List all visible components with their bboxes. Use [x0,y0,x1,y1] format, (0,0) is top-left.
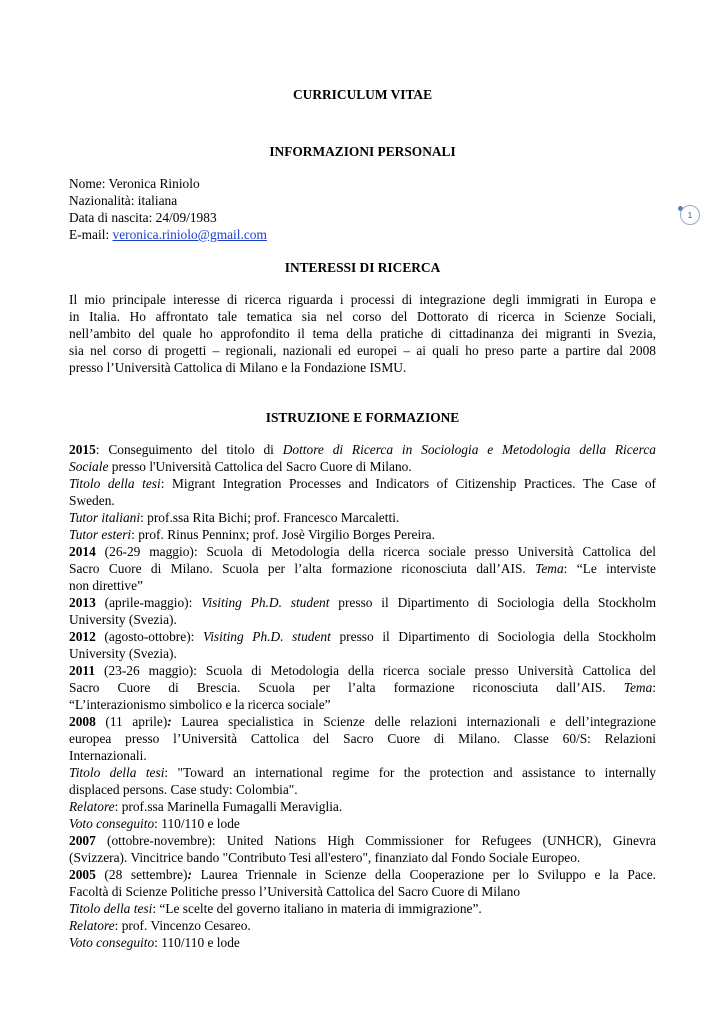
document-title: CURRICULUM VITAE [293,87,432,102]
voto-line [69,815,656,832]
entry-text: : “Le interviste [563,561,656,576]
entry-year: 2015 [69,442,96,457]
entry-text: presso il Dipartimento di Sociologia della Stockholm [330,629,657,644]
entry-2007-line [69,832,656,849]
entry-text: (ottobre-novembre): United Nations High Commissioner for Refugees (UNHCR), Ginevra [95,833,656,848]
entry-2013-line [69,594,656,611]
tutor-label: Tutor esteri [69,527,132,542]
thesis-text: : "Toward an international regime for the protection and assistance to internally [164,765,656,780]
thesis-line: Sweden. [69,493,115,508]
tutor-label: Tutor italiani [69,510,141,525]
research-line: presso l’Università Cattolica di Milano e la Fondazione ISMU. [69,360,407,375]
personal-info-heading: INFORMAZIONI PERSONALI [269,144,456,159]
voto-label: Voto conseguito [69,816,155,831]
cv-content [69,86,656,951]
voto-line [69,934,656,951]
entry-colon: : [187,867,192,882]
entry-2008-line: europea presso l’Università Cattolica del Sacro Cuore di Milano. Classe 60/S: Relazioni [69,731,656,746]
entry-text: (23-26 maggio): Scuola di Metodologia della ricerca sociale presso Università Cattolica del [95,663,656,678]
entry-text: : Conseguimento del titolo di [95,442,283,457]
entry-year: 2012 [69,629,96,644]
entry-text: (26-29 maggio): Scuola di Metodologia della ricerca sociale presso Università Cattolica del [95,544,656,559]
email-line [69,226,656,243]
nationality-line: Nazionalità: italiana [69,193,178,208]
voto-label: Voto conseguito [69,935,155,950]
entry-text: (11 aprile) [95,714,168,729]
entry-2015-line [69,458,656,475]
entry-2014-line [69,543,656,560]
research-line: nell’ambito del quale ho approfondito il tema della pratiche di cittadinanza dei migranti in Svezia, [69,326,656,341]
research-line: sia nel corso di progetti – regionali, nazionali ed europei – ai quali ho preso parte a partire dal 2008 [69,343,656,358]
entry-2013-line: University (Svezia). [69,612,177,627]
entry-year: 2013 [69,595,96,610]
degree-title: Sociale [69,459,109,474]
role-label: Visiting Ph.D. student [201,595,330,610]
thesis-line: displaced persons. Case study: Colombia". [69,782,298,797]
relatore-label: Relatore [69,799,115,814]
thesis-label: Titolo della tesi [69,765,165,780]
email-label: E-mail: [69,227,113,242]
email-link[interactable]: veronica.riniolo@gmail.com [112,227,267,242]
research-heading: INTERESSI DI RICERCA [284,260,441,275]
thesis-line [69,475,656,492]
thesis-line [69,764,656,781]
entry-year: 2008 [69,714,96,729]
degree-title: Dottore di Ricerca in Sociologia e Metodologia della Ricerca [282,442,656,457]
thesis-label: Titolo della tesi [69,901,153,916]
relatore-line [69,798,656,815]
role-label: Visiting Ph.D. student [203,629,331,644]
entry-text: Laurea specialistica in Scienze delle relazioni internazionali e dell’integrazione [171,714,656,729]
relatore-text: : prof.ssa Marinella Fumagalli Meraviglia. [114,799,343,814]
entry-2014-line [69,560,656,577]
entry-2005-line: Facoltà di Scienze Politiche presso l’Università Cattolica del Sacro Cuore di Milano [69,884,521,899]
voto-text: : 110/110 e lode [154,935,240,950]
entry-text: : [652,680,656,695]
entry-colon: : [167,714,172,729]
research-paragraph [69,291,656,376]
entry-year: 2007 [69,833,96,848]
entry-text: Sacro Cuore di Milano. Scuola per l’alta formazione riconosciuta dall’AIS. [69,561,536,576]
entry-2012-line [69,628,656,645]
entry-2014-line: non direttive” [69,578,143,593]
voto-text: : 110/110 e lode [154,816,240,831]
relatore-line [69,917,656,934]
entry-year: 2011 [69,663,96,678]
entry-year: 2014 [69,544,96,559]
thesis-line [69,900,656,917]
entry-2012-line: University (Svezia). [69,646,177,661]
entry-text: presso l'Università Cattolica del Sacro Cuore di Milano. [108,459,412,474]
thesis-text: : “Le scelte del governo italiano in materia di immigrazione”. [152,901,482,916]
entry-text: presso il Dipartimento di Sociologia della Stockholm [329,595,657,610]
entry-2008-line [69,713,656,730]
entry-2008-line: Internazionali. [69,748,147,763]
comment-marker[interactable]: 1 [680,205,700,225]
research-line: Il mio principale interesse di ricerca riguarda i processi di integrazione degli immigrati in Europa e [69,292,656,307]
education-list [69,441,656,951]
thesis-label: Titolo della tesi [69,476,161,491]
tutor-esteri-line [69,526,656,543]
entry-2011-line [69,662,656,679]
entry-2011-line: “L’interazionismo simbolico e la ricerca sociale” [69,697,331,712]
tutor-italiani-line [69,509,656,526]
entry-text: (agosto-ottobre): [95,629,204,644]
entry-text: (28 settembre) [95,867,188,882]
tutor-text: : prof. Rinus Penninx; prof. Josè Virgilio Borges Pereira. [131,527,435,542]
entry-2007-line: (Svizzera). Vincitrice bando "Contributo Tesi all'estero", finanziato dal Fondo Sociale Europeo. [69,850,581,865]
birth-line: Data di nascita: 24/09/1983 [69,210,217,225]
relatore-text: : prof. Vincenzo Cesareo. [114,918,251,933]
entry-year: 2005 [69,867,96,882]
entry-2011-line [69,679,656,696]
research-line: in Italia. Ho affrontato tale tematica sia nel corso del Dottorato di ricerca in Scienze Sociali, [69,309,656,324]
entry-text: Sacro Cuore di Brescia. Scuola per l’alta formazione riconosciuta dall’AIS. [69,680,624,695]
thesis-text: : Migrant Integration Processes and Indicators of Citizenship Practices. The Case of [160,476,657,491]
education-heading: ISTRUZIONE E FORMAZIONE [265,410,460,425]
relatore-label: Relatore [69,918,115,933]
entry-2015-line [69,441,656,458]
entry-2005-line [69,866,656,883]
tema-label: Tema [535,561,564,576]
tema-label: Tema [623,680,653,695]
tutor-text: : prof.ssa Rita Bichi; prof. Francesco Marcaletti. [140,510,400,525]
entry-text: (aprile-maggio): [95,595,202,610]
name-line: Nome: Veronica Riniolo [69,176,200,191]
personal-info-block [69,175,656,243]
entry-text: Laurea Triennale in Scienze della Cooperazione per lo Sviluppo e la Pace. [191,867,656,882]
